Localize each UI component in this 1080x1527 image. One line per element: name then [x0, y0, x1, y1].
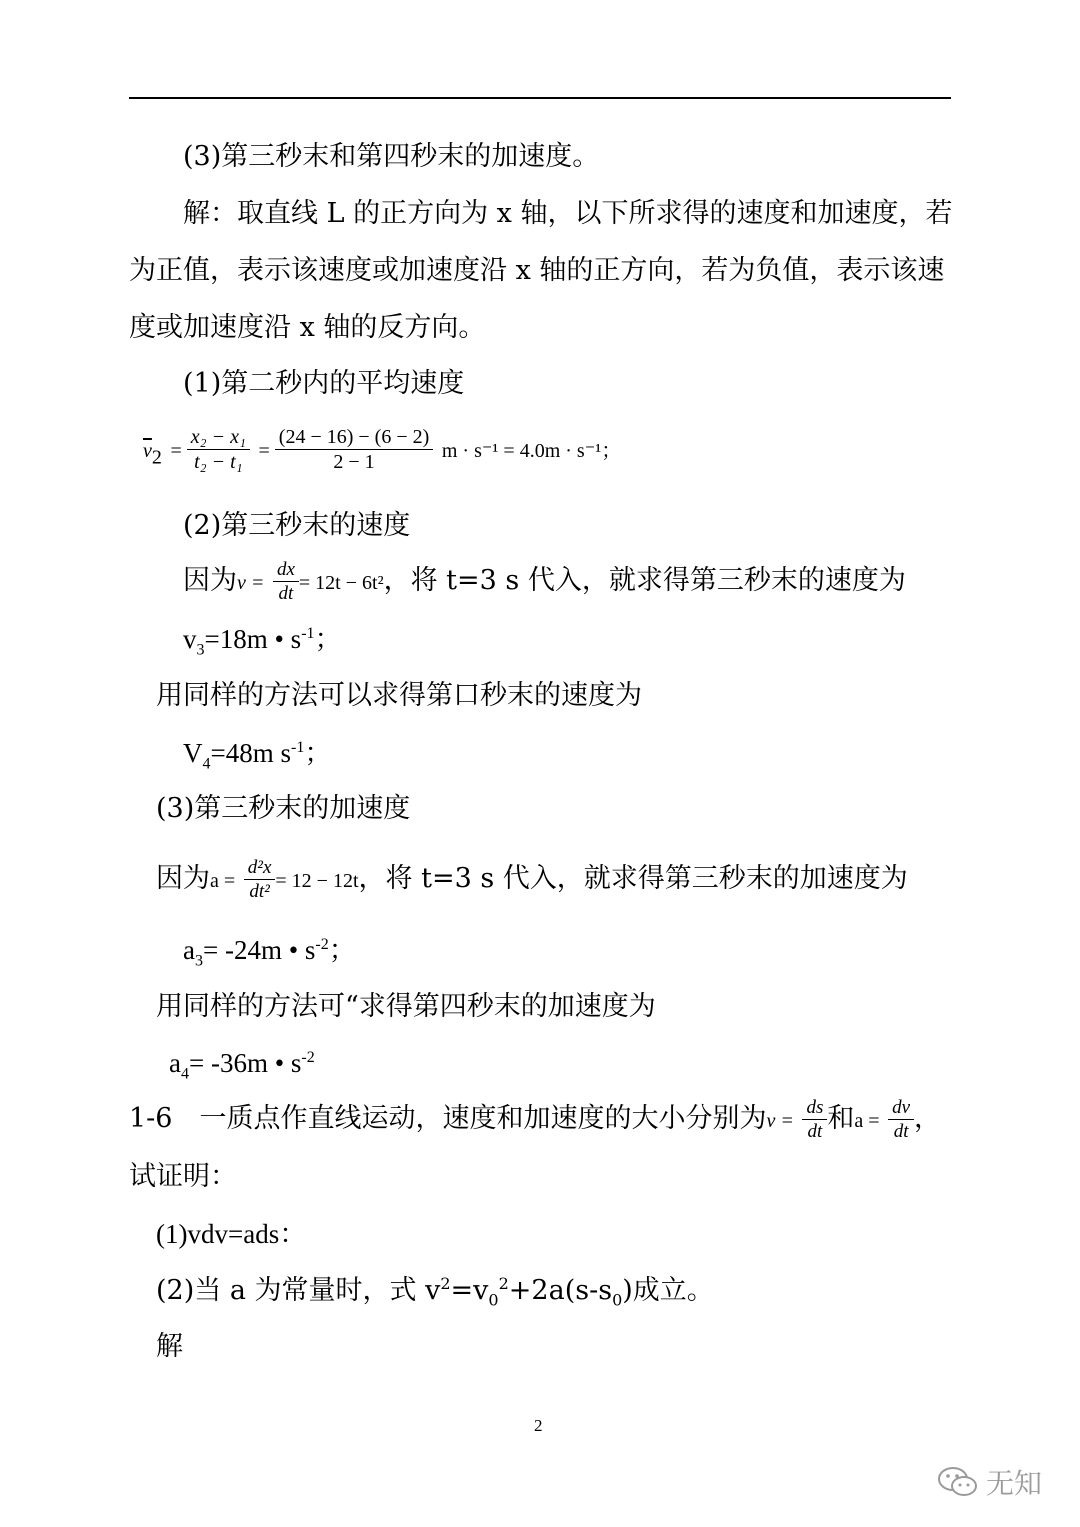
eq-rhs: = 12 − 12t — [275, 870, 359, 892]
fraction-denominator: 2 − 1 — [333, 451, 375, 473]
text-fragment: ， — [914, 1103, 942, 1134]
eq-lhs: v = — [766, 1110, 794, 1132]
subscript: 0 — [612, 1290, 623, 1310]
text-fragment: =48m s — [210, 738, 291, 768]
text-fragment: +2a(s-s — [508, 1275, 613, 1306]
text-line: (1)第二秒内的平均速度 — [183, 368, 465, 399]
fraction-denominator: dt — [893, 1121, 909, 1142]
avg-unit: m · s⁻¹ = 4.0m · s⁻¹； — [441, 440, 622, 462]
ds-dt-fraction — [802, 1096, 827, 1143]
text-line: 解：取直线 L 的正方向为 x 轴，以下所求得的速度和加速度，若 — [183, 198, 953, 229]
text-line: 用同样的方法可“求得第四秒末的加速度为 — [156, 991, 656, 1022]
text-line: 用同样的方法可以求得第口秒末的速度为 — [156, 680, 642, 711]
text-line: (1)vdv=ads： — [156, 1219, 307, 1249]
eq-lhs: a = — [210, 870, 236, 892]
eq-lhs: a = — [854, 1110, 880, 1132]
text-fragment: 因为 — [156, 863, 210, 894]
subscript: 4 — [180, 1065, 189, 1083]
text-fragment: (2)当 a 为常量时，式 v — [156, 1275, 441, 1306]
text-line: (2)第三秒末的速度 — [183, 510, 411, 541]
superscript: 2 — [498, 1274, 509, 1293]
subscript: 4 — [202, 755, 211, 773]
problem-1-6-line — [129, 1096, 941, 1143]
text-fragment: v — [183, 624, 197, 654]
text-line: 为正值，表示该速度或加速度沿 x 轴的正方向，若为负值，表示该速 — [129, 255, 945, 286]
eq-lhs: v = — [237, 572, 265, 594]
dv-dt-fraction — [888, 1096, 914, 1143]
eq-rhs: = 12t − 6t² — [298, 572, 384, 594]
avg-v-symbol: $\overline{v}$ — [143, 440, 152, 462]
watermark — [936, 1462, 1042, 1502]
text-fragment: ； — [328, 935, 356, 965]
text-fragment: a — [169, 1048, 181, 1078]
text-line: (3)第三秒末的加速度 — [156, 793, 411, 824]
text-fragment: =v — [450, 1275, 489, 1306]
text-line: 度或加速度沿 x 轴的反方向。 — [129, 312, 486, 343]
subscript: 3 — [196, 641, 205, 659]
header-rule — [129, 97, 951, 99]
wechat-icon — [936, 1464, 980, 1500]
dx-dt-fraction — [273, 558, 299, 605]
d2x-dt2-fraction — [244, 856, 276, 903]
superscript: -1 — [291, 739, 305, 756]
fraction-denominator: dt² — [249, 881, 270, 902]
text-fragment: V — [183, 738, 203, 768]
text-fragment: = -24m • s — [202, 935, 316, 965]
text-line: 试证明： — [129, 1161, 237, 1192]
watermark-text: 无知 — [986, 1467, 1043, 1500]
text-fragment: ，将 t=3 s 代入，就求得第三秒末的加速度为 — [358, 863, 908, 894]
fraction-numerator: ds — [802, 1096, 827, 1120]
v4-result — [183, 736, 332, 773]
subscript: 0 — [488, 1290, 499, 1310]
avg-fraction-2 — [275, 425, 433, 474]
a3-result — [183, 933, 356, 970]
avg-fraction-1 — [187, 425, 250, 474]
text-fragment: ； — [314, 624, 342, 654]
text-line: (3)第三秒末和第四秒末的加速度。 — [183, 141, 600, 172]
a4-result — [169, 1046, 315, 1083]
avg-v-subscript: 2 — [151, 446, 162, 469]
v3-result — [183, 622, 342, 659]
avg-velocity-equation: $\overline{v}_2$ = $\frac{\text{x₂ − x₁}}{\text{t₂ − t₁}}$ = $\frac{(24 - 16) - (6 - 2)}{2 - 1}$ m · s⁻¹ = 4.0m · s⁻¹； — [143, 426, 622, 473]
superscript: -2 — [301, 1049, 315, 1066]
text-line: 解 — [156, 1331, 183, 1362]
page-number: 2 — [534, 1416, 543, 1435]
subscript: 3 — [194, 952, 203, 970]
fraction-numerator: x₂ − x₁ — [187, 425, 250, 450]
fraction-numerator: dx — [273, 558, 299, 582]
fraction-numerator: dv — [888, 1096, 914, 1120]
text-fragment: =18m • s — [204, 624, 302, 654]
text-fragment: a — [183, 935, 195, 965]
text-fragment: 因为 — [183, 565, 237, 596]
text-fragment: 和 — [827, 1103, 855, 1134]
text-fragment: ，将 t=3 s 代入，就求得第三秒末的速度为 — [383, 565, 906, 596]
fraction-denominator: t₂ − t₁ — [194, 451, 243, 473]
text-fragment: 1-6 一质点作直线运动，速度和加速度的大小分别为 — [129, 1103, 767, 1134]
fraction-numerator: (24 − 16) − (6 − 2) — [275, 425, 433, 450]
acceleration-derivation-line — [156, 856, 908, 903]
superscript: -2 — [315, 936, 329, 953]
superscript: -1 — [301, 625, 315, 642]
velocity-derivation-line — [183, 558, 906, 605]
text-fragment: ； — [304, 738, 332, 768]
superscript: 2 — [440, 1274, 451, 1293]
text-fragment: = -36m • s — [188, 1048, 302, 1078]
fraction-denominator: dt — [278, 583, 294, 604]
fraction-numerator: d²x — [244, 856, 276, 880]
text-fragment: )成立。 — [622, 1275, 714, 1306]
condition-line — [156, 1274, 714, 1308]
fraction-denominator: dt — [807, 1121, 823, 1142]
